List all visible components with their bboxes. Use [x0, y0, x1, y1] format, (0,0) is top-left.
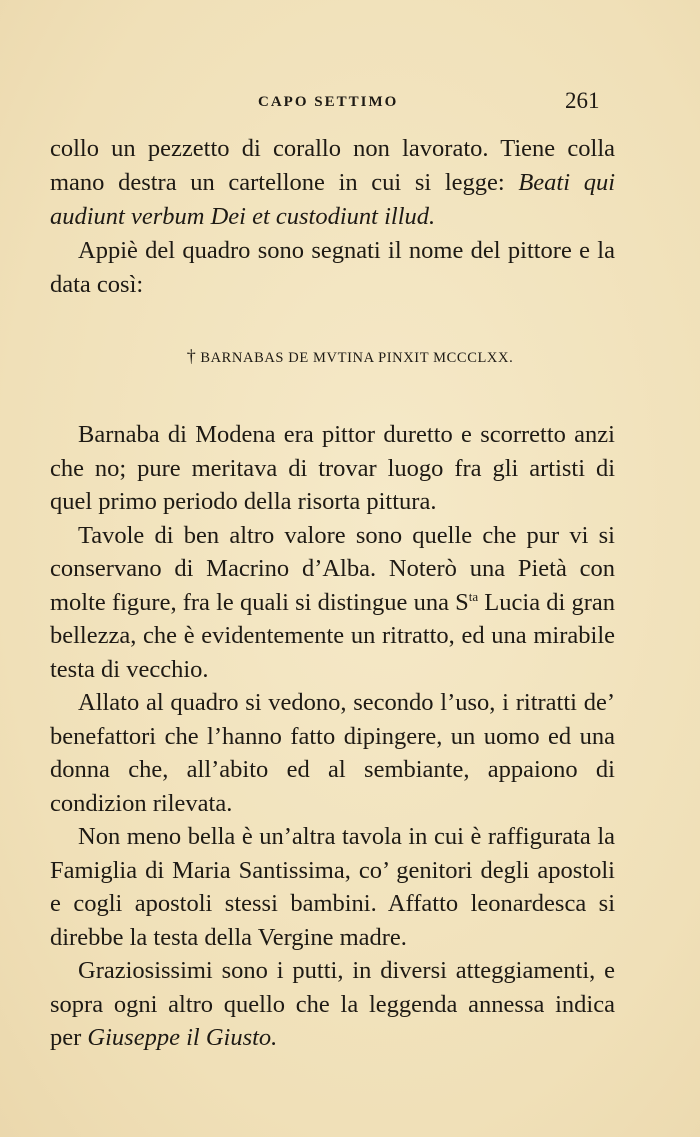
paragraph-1	[50, 132, 615, 234]
running-head	[0, 88, 700, 118]
painting-inscription	[0, 346, 700, 367]
paragraph-3: Barnaba di Modena era pittor duretto e scorretto anzi che no; pure meritava di trovar luogo fra gli artisti di quel primo periodo della risorta pittura.	[50, 421, 615, 515]
paragraph-6: Non meno bella è un’altra tavola in cui è raffigurata la Famiglia di Maria Santissima, co’ genitori degli apostoli e cogli apostoli stessi bambini. Affatto leonardesca si direbbe la testa della Vergine madre.	[50, 823, 615, 951]
paragraph-7-text: Graziosissimi sono i putti, in diversi atteggiamenti, e sopra ogni altro quello che la leggenda annessa indica per	[50, 957, 615, 1051]
cross-symbol: †	[186, 346, 197, 366]
paragraph-4	[50, 519, 615, 687]
text-block-lower	[50, 418, 615, 1055]
inscription-text: BARNABAS DE MVTINA PINXIT MCCCLXX.	[200, 350, 514, 366]
legend-name: Giuseppe il Giusto.	[87, 1024, 278, 1051]
paragraph-7	[50, 954, 615, 1055]
chapter-title: CAPO SETTIMO	[258, 94, 399, 110]
paragraph-1-text: collo un pezzetto di corallo non lavorato. Tiene colla mano destra un cartellone in cui si legge:	[50, 135, 615, 196]
paragraph-5: Allato al quadro si vedono, secondo l’uso, i ritratti de’ benefattori che l’hanno fatto dipingere, un uomo ed una donna che, all’abito ed al sembiante, appaiono di condizion rilevata.	[50, 689, 615, 817]
text-block-upper	[50, 132, 615, 302]
paragraph-4-text-b: Lucia di gran bellezza, che è evidentemente un ritratto, ed una mirabile testa di vecchio.	[50, 588, 615, 683]
superscript-ta: ta	[468, 588, 479, 604]
paragraph-4-text-a: Tavole di ben altro valore sono quelle che pur vi si conservano di Macrino d’Alba. Noterò una Pietà con molte figure, fra le quali si distingue una S	[50, 521, 615, 616]
paragraph-2: Appiè del quadro sono segnati il nome del pittore e la data così:	[50, 237, 615, 298]
page-number: 261	[565, 88, 600, 113]
latin-quote: Beati qui audiunt verbum Dei et custodiunt illud.	[50, 169, 615, 230]
